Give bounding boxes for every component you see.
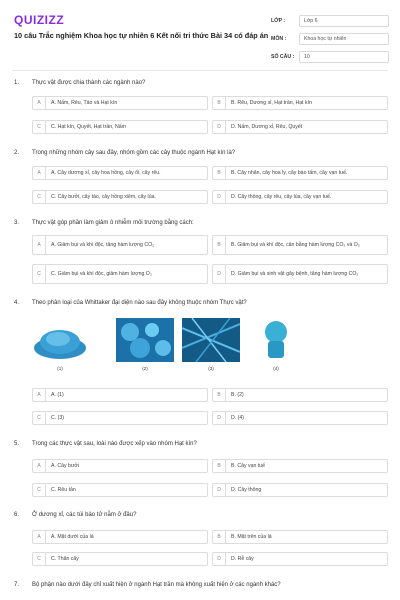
option-a[interactable] <box>32 166 208 180</box>
option-c[interactable] <box>32 552 208 566</box>
question-number: 4. <box>14 300 20 306</box>
option-letter: C <box>33 121 46 133</box>
meta-panel <box>271 14 389 68</box>
question-number: 2. <box>14 150 20 156</box>
option-text: D. Nấm, Dương xỉ, Rêu, Quyết <box>231 123 303 130</box>
question-number: 1. <box>14 80 20 86</box>
option-letter: C <box>33 265 46 283</box>
option-letter: A <box>33 460 46 472</box>
option-text: B. Giảm bụi và khí độc, cân bằng hàm lượng CO₂ và O₂ <box>231 241 360 248</box>
question-text: Theo phân loại của Whittaker đại diện nào sau đây không thuộc nhóm Thực vật? <box>32 300 247 306</box>
option-letter: D <box>213 484 226 496</box>
option-a[interactable] <box>32 530 208 544</box>
option-text: A. Nấm, Rêu, Tảo và Hạt kín <box>51 99 118 106</box>
blue-fiber-image <box>182 318 240 362</box>
meta-label: LỚP : <box>271 18 286 24</box>
option-a[interactable] <box>32 235 208 255</box>
option-text: D. Rễ cây <box>231 555 254 562</box>
image-caption: (1) <box>57 366 63 371</box>
option-text: C. Giảm bụi và khí độc, giảm hàm lượng O₂ <box>51 270 152 277</box>
option-c[interactable] <box>32 190 208 204</box>
option-d[interactable] <box>212 483 388 497</box>
option-d[interactable] <box>212 120 388 134</box>
option-b[interactable] <box>212 530 388 544</box>
option-letter: D <box>213 412 226 424</box>
option-letter: B <box>213 460 226 472</box>
option-letter: A <box>33 236 46 254</box>
option-letter: A <box>33 167 46 179</box>
option-letter: B <box>213 389 226 401</box>
question-number: 3. <box>14 220 20 226</box>
option-letter: C <box>33 484 46 496</box>
question-images <box>32 318 292 374</box>
document-title: 10 câu Trắc nghiệm Khoa học tự nhiên 6 Kết nối tri thức Bài 34 có đáp án <box>14 31 269 40</box>
option-letter: D <box>213 265 226 283</box>
option-text: C. Rêu tản <box>51 486 76 493</box>
option-text: D. (4) <box>231 414 244 421</box>
option-text: B. Mặt trên của lá <box>231 533 272 540</box>
question-text: Thực vật được chia thành các ngành nào? <box>32 80 146 86</box>
option-text: B. Cây nhãn, cây hoa ly, cây bào tấm, cây vạn tuế. <box>231 169 348 176</box>
subject-field: Khoa học tự nhiên <box>299 33 389 45</box>
option-letter: B <box>213 236 226 254</box>
question-count-field: 10 <box>299 51 389 63</box>
option-text: D. Cây thông <box>231 486 262 493</box>
option-letter: B <box>213 97 226 109</box>
question-number: 6. <box>14 512 20 518</box>
option-letter: C <box>33 191 46 203</box>
blue-cells-image <box>116 318 174 362</box>
option-text: B. Rêu, Dương xỉ, Hạt trần, Hạt kín <box>231 99 312 106</box>
option-letter: D <box>213 553 226 565</box>
question-text: Thực vật góp phần làm giảm ô nhiễm môi trường bằng cách: <box>32 220 194 226</box>
option-letter: B <box>213 531 226 543</box>
grade-field: Lớp 6 <box>299 15 389 27</box>
option-letter: D <box>213 191 226 203</box>
option-d[interactable] <box>212 190 388 204</box>
meta-row-subject <box>271 32 389 46</box>
option-text: B. (2) <box>231 391 244 398</box>
meta-row-count <box>271 50 389 64</box>
option-d[interactable] <box>212 264 388 284</box>
meta-label: SỐ CÂU : <box>271 54 295 60</box>
meta-label: MÔN : <box>271 36 287 42</box>
quizizz-logo: QUIZIZZ <box>14 13 65 27</box>
question-text: Trong những nhóm cây sau đây, nhóm gồm các cây thuộc ngành Hạt kín là? <box>32 150 236 156</box>
option-b[interactable] <box>212 166 388 180</box>
meta-row-grade <box>271 14 389 28</box>
option-text: A. Cây dương xỉ, cây hoa hồng, cây ổi, cây rêu. <box>51 169 161 176</box>
option-c[interactable] <box>32 411 208 425</box>
option-letter: A <box>33 531 46 543</box>
image-caption: (2) <box>142 366 148 371</box>
question-number: 7. <box>14 582 20 588</box>
question-number: 5. <box>14 441 20 447</box>
option-letter: C <box>33 412 46 424</box>
option-b[interactable] <box>212 388 388 402</box>
option-text: C. Cây bưởi, cây táo, cây hồng xiêm, cây lúa. <box>51 193 156 200</box>
option-text: A. (1) <box>51 391 64 398</box>
question-text: Ở dương xỉ, các túi bào tử nằm ở đâu? <box>32 512 137 518</box>
option-b[interactable] <box>212 235 388 255</box>
option-c[interactable] <box>32 264 208 284</box>
option-c[interactable] <box>32 483 208 497</box>
option-c[interactable] <box>32 120 208 134</box>
option-a[interactable] <box>32 388 208 402</box>
option-b[interactable] <box>212 96 388 110</box>
image-caption: (3) <box>208 366 214 371</box>
option-text: A. Mặt dưới của lá <box>51 533 94 540</box>
option-text: D. Giảm bụi và sinh vật gây bệnh, tăng hàm lượng CO₂ <box>231 270 359 277</box>
question-text: Trong các thực vật sau, loài nào được xếp vào nhóm Hạt kín? <box>32 441 197 447</box>
option-letter: A <box>33 97 46 109</box>
option-text: A. Cây bưởi <box>51 462 79 469</box>
option-text: A. Giảm bụi và khí độc, tăng hàm lượng CO₂ <box>51 241 155 248</box>
potted-cactus-image <box>256 318 296 362</box>
option-letter: D <box>213 121 226 133</box>
option-d[interactable] <box>212 552 388 566</box>
question-text: Bộ phận nào dưới đây chỉ xuất hiện ở ngành Hạt trần mà không xuất hiện ở các ngành khác? <box>32 582 281 588</box>
header-divider <box>12 70 388 71</box>
option-text: C. Hạt kín, Quyết, Hạt trần, Nấm <box>51 123 126 130</box>
option-text: C. (3) <box>51 414 64 421</box>
option-letter: B <box>213 167 226 179</box>
option-a[interactable] <box>32 459 208 473</box>
option-letter: A <box>33 389 46 401</box>
option-text: D. Cây thông, cây rêu, cây lúa, cây vạn tuế. <box>231 193 332 200</box>
option-a[interactable] <box>32 96 208 110</box>
option-letter: C <box>33 553 46 565</box>
image-caption: (4) <box>273 366 279 371</box>
option-text: B. Cây vạn tuế <box>231 462 266 469</box>
option-b[interactable] <box>212 459 388 473</box>
option-text: C. Thân cây <box>51 555 79 562</box>
blue-coral-image <box>32 318 88 362</box>
option-d[interactable] <box>212 411 388 425</box>
